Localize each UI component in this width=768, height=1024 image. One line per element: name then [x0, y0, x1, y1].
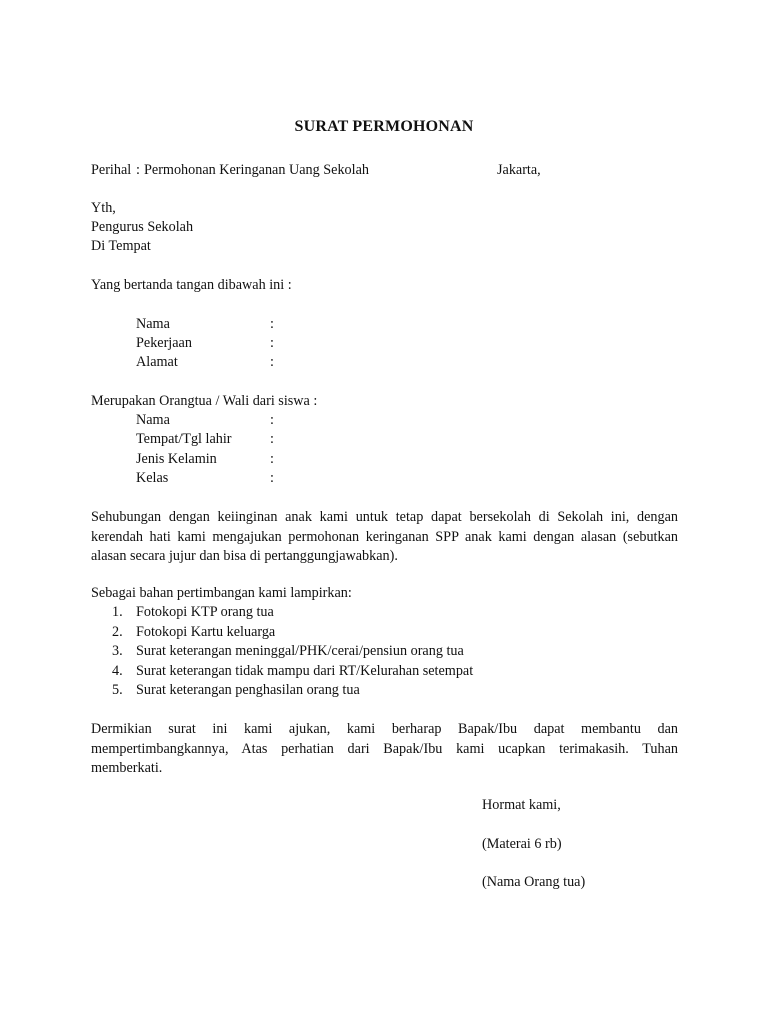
list-item-number: 3. [112, 643, 123, 659]
signer-field-colon: : [270, 354, 274, 370]
student-field-label: Jenis Kelamin [136, 451, 217, 467]
signer-field-colon: : [270, 316, 274, 332]
attachments-intro: Sebagai bahan pertimbangan kami lampirkan: [91, 585, 352, 601]
letter-title: SURAT PERMOHONAN [294, 118, 474, 135]
list-item-number: 2. [112, 623, 123, 640]
signer-field-label: Alamat [136, 354, 178, 370]
closing-paragraph-line: memberkati. [91, 760, 163, 776]
list-item-number: 4. [112, 662, 123, 679]
recipient-greeting: Yth, [91, 200, 116, 216]
closing-paragraph-line: mempertimbangkannya, Atas perhatian dari Bapak/Ibu kami ucapkan terimakasih. Tuhan [91, 740, 678, 757]
subject-separator: : [136, 162, 140, 178]
student-field-colon: : [270, 412, 274, 428]
signer-field-label: Nama [136, 316, 170, 332]
body-paragraph-line: alasan secara jujur dan bisa di pertanggungjawabkan). [91, 548, 398, 564]
student-field-label: Nama [136, 412, 170, 428]
signer-field-colon: : [270, 335, 274, 351]
place-date: Jakarta, [497, 162, 541, 178]
body-paragraph-line: Sehubungan dengan keiinginan anak kami untuk tetap dapat bersekolah di Sekolah ini, dengan [91, 509, 678, 525]
list-item-text: Surat keterangan meninggal/PHK/cerai/pensiun orang tua [136, 643, 464, 659]
list-item-number: 5. [112, 682, 123, 698]
signature-regards: Hormat kami, [482, 797, 561, 813]
signer-intro: Yang bertanda tangan dibawah ini : [91, 277, 292, 293]
recipient-location: Di Tempat [91, 238, 151, 254]
student-field-colon: : [270, 470, 274, 486]
signer-field-label: Pekerjaan [136, 335, 192, 351]
student-field-label: Kelas [136, 470, 169, 486]
subject-label: Perihal [91, 162, 132, 178]
list-item-text: Surat keterangan tidak mampu dari RT/Kelurahan setempat [136, 662, 474, 679]
closing-paragraph [91, 720, 678, 779]
closing-paragraph-line: Dermikian surat ini kami ajukan, kami berharap Bapak/Ibu dapat membantu dan [91, 721, 678, 737]
student-field-colon: : [270, 451, 274, 467]
student-field-colon: : [270, 431, 274, 447]
list-item-text: Surat keterangan penghasilan orang tua [136, 682, 360, 698]
signature-name: (Nama Orang tua) [482, 874, 586, 890]
list-item-text: Fotokopi Kartu keluarga [136, 623, 276, 640]
list-item-text: Fotokopi KTP orang tua [136, 604, 274, 620]
body-paragraph-line: kerendah hati kami mengajukan permohonan keringanan SPP anak kami dengan alasan (sebutkan [91, 528, 678, 545]
list-item-number: 1. [112, 604, 123, 620]
recipient-name: Pengurus Sekolah [91, 219, 194, 235]
signature-stamp: (Materai 6 rb) [482, 836, 562, 852]
subject-value: Permohonan Keringanan Uang Sekolah [144, 162, 369, 178]
student-field-label: Tempat/Tgl lahir [136, 431, 232, 447]
body-paragraph [91, 508, 678, 567]
student-intro: Merupakan Orangtua / Wali dari siswa : [91, 393, 318, 409]
